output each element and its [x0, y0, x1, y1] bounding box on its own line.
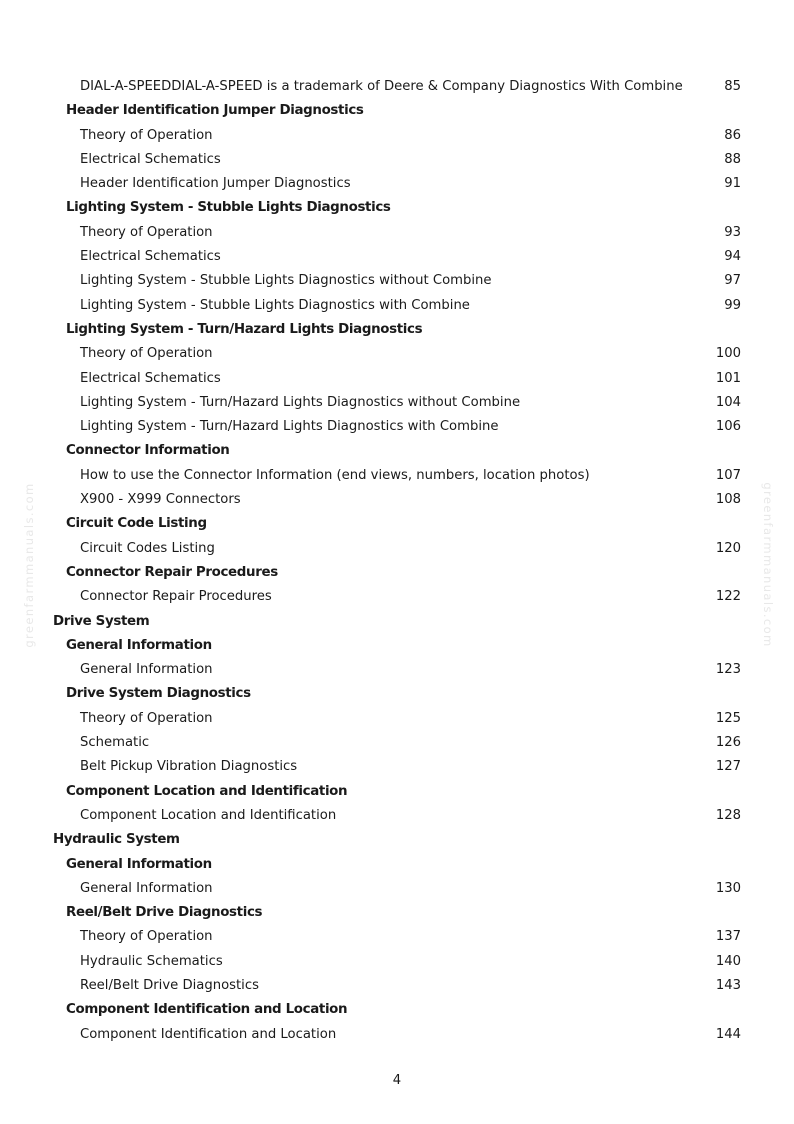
toc-entry[interactable]	[0, 755, 794, 779]
toc-entry-title: Circuit Codes Listing	[80, 540, 215, 556]
toc-section-heading	[0, 99, 794, 123]
toc-entry-title: Reel/Belt Drive Diagnostics	[66, 905, 263, 921]
toc-entry-title: Reel/Belt Drive Diagnostics	[80, 977, 259, 993]
toc-entry-page-number: 101	[715, 370, 741, 386]
toc-entry-title: Theory of Operation	[80, 929, 213, 945]
toc-section-heading	[0, 318, 794, 342]
toc-entry-page-number: 127	[715, 759, 741, 775]
toc-entry-title: Connector Repair Procedures	[80, 589, 272, 605]
toc-entry-title: Lighting System - Stubble Lights Diagnostics without Combine	[80, 273, 492, 289]
toc-entry-page-number: 108	[715, 492, 741, 508]
toc-entry-title: Component Location and Identification	[80, 807, 337, 823]
toc-entry[interactable]	[0, 537, 794, 561]
toc-section-heading	[0, 610, 794, 634]
toc-entry-page-number: 144	[715, 1026, 741, 1042]
toc-entry-title: Header Identification Jumper Diagnostics	[80, 176, 351, 192]
toc-entry-title: Lighting System - Stubble Lights Diagnostics with Combine	[80, 297, 470, 313]
toc-entry-title: Lighting System - Stubble Lights Diagnostics	[66, 200, 391, 216]
toc-entry[interactable]	[0, 415, 794, 439]
toc-entry[interactable]	[0, 877, 794, 901]
toc-entry-title: General Information	[80, 662, 213, 678]
toc-entry[interactable]	[0, 124, 794, 148]
toc-entry-page-number: 130	[715, 880, 741, 896]
toc-entry-title: Connector Repair Procedures	[66, 564, 278, 580]
toc-entry[interactable]	[0, 804, 794, 828]
toc-entry-page-number: 99	[724, 297, 741, 313]
toc-entry[interactable]	[0, 391, 794, 415]
toc-section-heading	[0, 780, 794, 804]
toc-entry-page-number: 128	[715, 807, 741, 823]
toc-section-heading	[0, 682, 794, 706]
toc-entry-title: Theory of Operation	[80, 127, 213, 143]
toc-entry-page-number: 126	[715, 735, 741, 751]
toc-entry[interactable]	[0, 221, 794, 245]
toc-entry-title: Lighting System - Turn/Hazard Lights Diagnostics	[66, 321, 423, 337]
toc-entry-title: Lighting System - Turn/Hazard Lights Diagnostics without Combine	[80, 394, 521, 410]
toc-entry[interactable]	[0, 148, 794, 172]
toc-entry[interactable]	[0, 1023, 794, 1047]
toc-entry-title: How to use the Connector Information (end views, numbers, location photos)	[80, 467, 590, 483]
toc-entry-title: Theory of Operation	[80, 710, 213, 726]
toc-section-heading	[0, 439, 794, 463]
toc-entry-title: Belt Pickup Vibration Diagnostics	[80, 759, 298, 775]
page-number: 4	[392, 1073, 402, 1088]
toc-entry-page-number: 100	[715, 346, 741, 362]
watermark-left: greenfarmmanuals.com	[22, 482, 36, 648]
toc-entry-title: Electrical Schematics	[80, 249, 221, 265]
toc-entry-title: Drive System Diagnostics	[66, 686, 251, 702]
toc-entry-title: General Information	[66, 637, 212, 653]
toc-entry-page-number: 104	[715, 394, 741, 410]
toc-entry[interactable]	[0, 269, 794, 293]
toc-entry-page-number: 140	[715, 953, 741, 969]
toc-section-heading	[0, 828, 794, 852]
toc-entry-page-number: 107	[715, 467, 741, 483]
toc-entry-page-number: 94	[724, 249, 741, 265]
toc-entry-page-number: 123	[715, 662, 741, 678]
toc-section-heading	[0, 196, 794, 220]
toc-entry-title: Drive System	[53, 613, 150, 629]
toc-entry-title: Component Identification and Location	[80, 1026, 337, 1042]
toc-entry-title: Component Location and Identification	[66, 783, 348, 799]
toc-entry[interactable]	[0, 974, 794, 998]
toc-entry-page-number: 93	[724, 224, 741, 240]
toc-entry-title: Schematic	[80, 735, 150, 751]
toc-entry-title: Electrical Schematics	[80, 370, 221, 386]
toc-entry-title: DIAL-A-SPEEDDIAL-A-SPEED is a trademark of Deere & Company Diagnostics With Combine	[80, 79, 683, 94]
toc-entry-page-number: 120	[715, 540, 741, 556]
toc-section-heading	[0, 634, 794, 658]
toc-entry[interactable]	[0, 75, 794, 99]
toc-entry-page-number: 88	[724, 151, 741, 167]
toc-section-heading	[0, 853, 794, 877]
toc-entry[interactable]	[0, 342, 794, 366]
toc-entry-title: Theory of Operation	[80, 224, 213, 240]
toc-entry-title: Lighting System - Turn/Hazard Lights Diagnostics with Combine	[80, 419, 499, 435]
toc-entry-title: General Information	[66, 856, 212, 872]
toc-entry[interactable]	[0, 585, 794, 609]
toc-entry-page-number: 85	[724, 79, 741, 94]
toc-entry-title: Hydraulic Schematics	[80, 953, 223, 969]
toc-entry-title: General Information	[80, 880, 213, 896]
toc-entry[interactable]	[0, 367, 794, 391]
toc-entry-title: X900 - X999 Connectors	[80, 492, 241, 508]
toc-entry-title: Electrical Schematics	[80, 151, 221, 167]
toc-entry[interactable]	[0, 172, 794, 196]
toc-entry[interactable]	[0, 294, 794, 318]
toc-entry-title: Header Identification Jumper Diagnostics	[66, 103, 364, 119]
toc-entry-title: Component Identification and Location	[66, 1002, 348, 1018]
toc-entry-title: Connector Information	[66, 443, 230, 459]
toc-entry-page-number: 106	[715, 419, 741, 435]
toc-entry[interactable]	[0, 731, 794, 755]
toc-entry-page-number: 86	[724, 127, 741, 143]
table-of-contents	[0, 75, 794, 1047]
toc-section-heading	[0, 998, 794, 1022]
watermark-right: greenfarmmanuals.com	[761, 482, 775, 648]
toc-entry[interactable]	[0, 245, 794, 269]
toc-entry[interactable]	[0, 707, 794, 731]
toc-entry[interactable]	[0, 925, 794, 949]
toc-entry[interactable]	[0, 658, 794, 682]
toc-entry[interactable]	[0, 464, 794, 488]
toc-entry-page-number: 125	[715, 710, 741, 726]
toc-entry[interactable]	[0, 950, 794, 974]
toc-entry[interactable]	[0, 488, 794, 512]
toc-entry-page-number: 97	[724, 273, 741, 289]
toc-section-heading	[0, 512, 794, 536]
toc-entry-page-number: 122	[715, 589, 741, 605]
toc-entry-title: Hydraulic System	[53, 832, 180, 848]
toc-entry-page-number: 91	[724, 176, 741, 192]
toc-section-heading	[0, 901, 794, 925]
toc-entry-page-number: 143	[715, 977, 741, 993]
toc-section-heading	[0, 561, 794, 585]
toc-entry-page-number: 137	[715, 929, 741, 945]
toc-entry-title: Theory of Operation	[80, 346, 213, 362]
toc-entry-title: Circuit Code Listing	[66, 516, 207, 532]
